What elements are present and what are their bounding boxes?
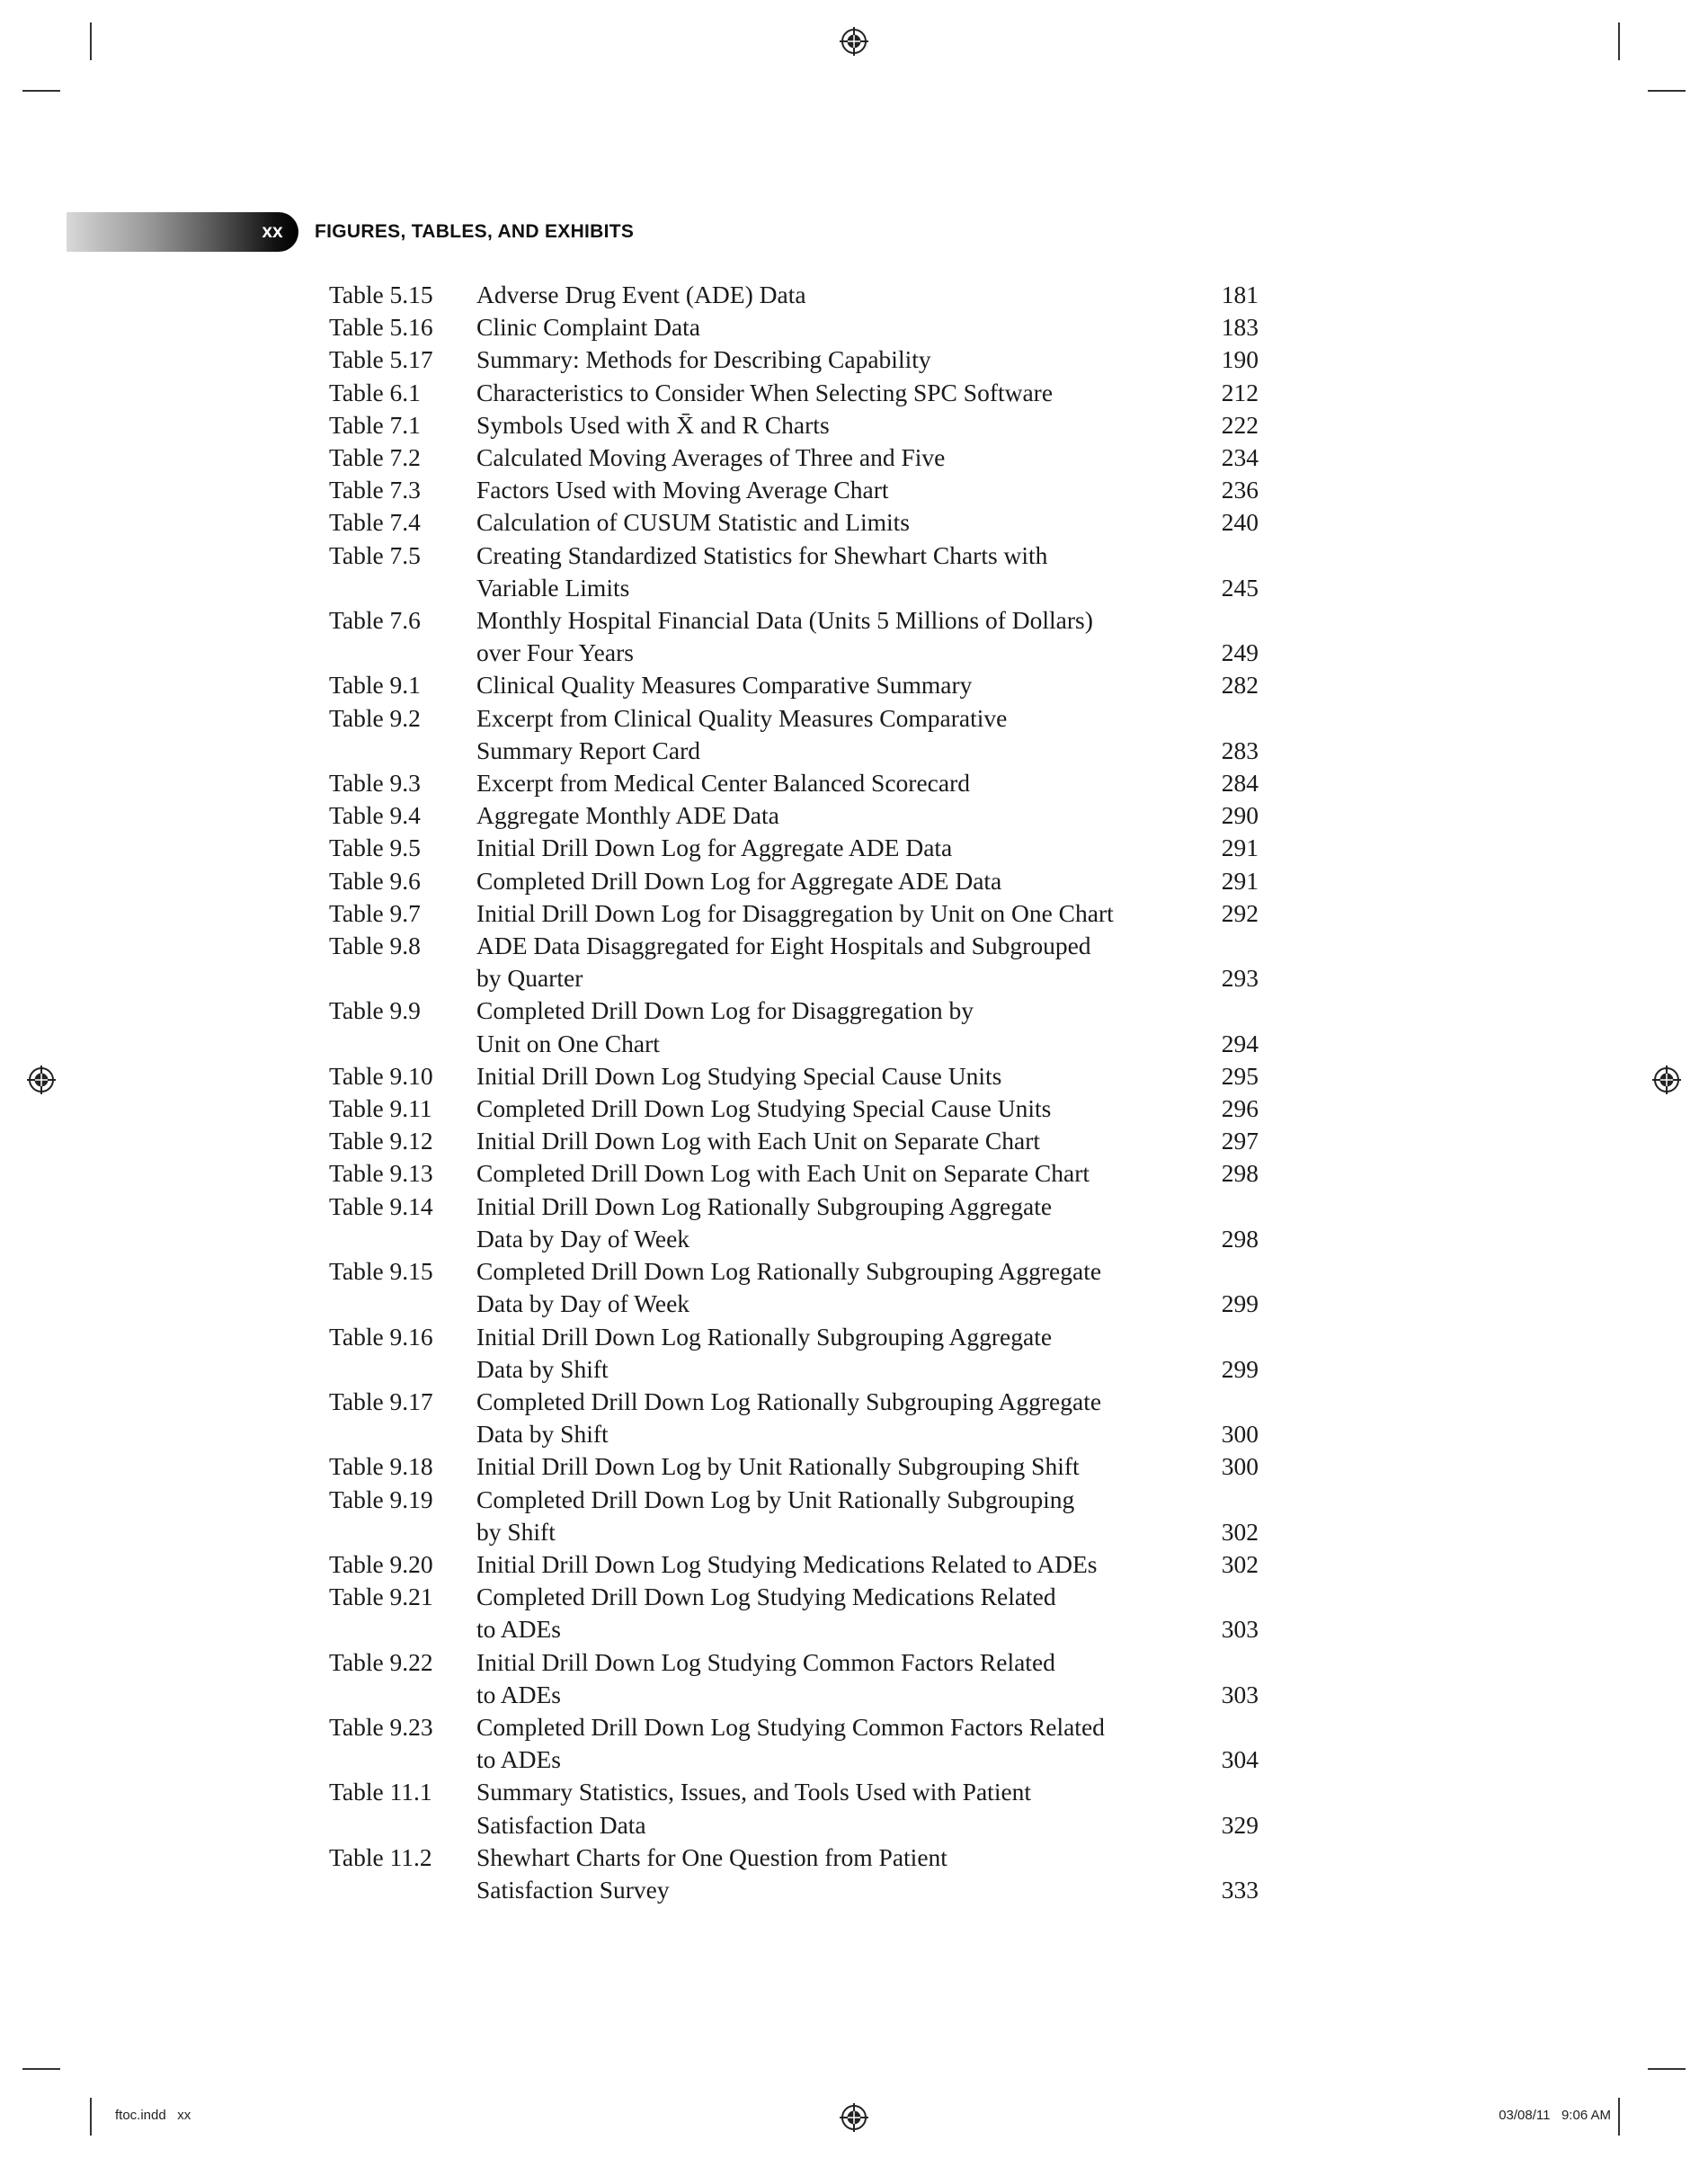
toc-entry-title-line: Initial Drill Down Log by Unit Rationally Subgrouping Shift	[476, 1452, 1080, 1481]
registration-mark-icon	[839, 2102, 869, 2133]
toc-entry-title-line: Creating Standardized Statistics for Shewhart Charts with	[476, 540, 1048, 569]
toc-entry-title-line: to ADEs	[476, 1745, 561, 1774]
toc-entry-page-number: 236	[1221, 476, 1259, 504]
toc-entry-page-number: 292	[1221, 898, 1259, 927]
toc-entry-title-line: Unit on One Chart	[476, 1029, 660, 1057]
toc-entry-label: Table 9.9	[329, 996, 421, 1025]
toc-entry-title-line: over Four Years	[476, 638, 634, 667]
toc-entry-label: Table 7.2	[329, 443, 421, 472]
toc-entry-label: Table 9.3	[329, 769, 421, 798]
toc-entry	[329, 540, 1264, 604]
toc-entry	[329, 1157, 1264, 1190]
toc-entry-page-number: 294	[1221, 1029, 1259, 1057]
toc-entry-label: Table 9.10	[329, 1061, 433, 1090]
toc-entry	[329, 1386, 1264, 1450]
toc-entry-page-number: 245	[1221, 573, 1259, 602]
toc-entry-title-line: Completed Drill Down Log for Disaggregation by	[476, 996, 974, 1025]
toc-entry-page-number: 333	[1221, 1875, 1259, 1904]
toc-entry-page-number: 282	[1221, 671, 1259, 700]
toc-entry	[329, 474, 1264, 506]
crop-mark-top-left-horizontal	[22, 90, 60, 92]
toc-entry-page-number: 329	[1221, 1810, 1259, 1839]
toc-entry-label: Table 9.6	[329, 866, 421, 895]
toc-entry-title-line: Initial Drill Down Log Studying Special Cause Units	[476, 1061, 1002, 1090]
toc-entry	[329, 994, 1264, 1059]
toc-entry	[329, 669, 1264, 701]
toc-entry-title-line: Characteristics to Consider When Selecting SPC Software	[476, 378, 1054, 406]
toc-entry	[329, 1125, 1264, 1157]
toc-entry	[329, 1581, 1264, 1645]
toc-entry	[329, 1255, 1264, 1320]
toc-entry-page-number: 297	[1221, 1127, 1259, 1155]
crop-mark-bottom-right-vertical	[1618, 2098, 1620, 2136]
toc-entry	[329, 311, 1264, 343]
toc-entry-page-number: 302	[1221, 1549, 1259, 1578]
toc-entry-title-line: Monthly Hospital Financial Data (Units 5 Millions of Dollars)	[476, 606, 1093, 635]
toc-entry-title-line: by Quarter	[476, 964, 583, 993]
toc-entry-title-line: Initial Drill Down Log Studying Medications Related to ADEs	[476, 1549, 1098, 1578]
toc-entry	[329, 1711, 1264, 1776]
toc-entry-label: Table 6.1	[329, 378, 421, 406]
toc-entry-page-number: 291	[1221, 866, 1259, 895]
registration-mark-icon	[26, 1065, 57, 1095]
toc-entry-title-line: Initial Drill Down Log Rationally Subgrouping Aggregate	[476, 1191, 1053, 1220]
footer-file-slug: ftoc.indd xx	[115, 2108, 191, 2123]
toc-entry-label: Table 9.20	[329, 1549, 433, 1578]
toc-entry-label: Table 9.16	[329, 1322, 433, 1351]
toc-entry-label: Table 7.4	[329, 508, 421, 537]
toc-entry-title-line: Calculated Moving Averages of Three and Five	[476, 443, 946, 472]
toc-entry-label: Table 5.16	[329, 313, 433, 342]
toc-entry-title-line: Completed Drill Down Log for Aggregate ADE Data	[476, 866, 1002, 895]
crop-mark-top-right-vertical	[1618, 22, 1620, 60]
toc-entry	[329, 1190, 1264, 1255]
toc-entry-label: Table 9.1	[329, 671, 421, 700]
toc-entry-label: Table 7.6	[329, 606, 421, 635]
toc-entry	[329, 897, 1264, 930]
toc-entry-label: Table 9.17	[329, 1387, 433, 1415]
toc-entry-page-number: 304	[1221, 1745, 1259, 1774]
toc-entry-label: Table 9.4	[329, 801, 421, 830]
toc-entry	[329, 1060, 1264, 1092]
toc-entry-page-number: 283	[1221, 736, 1259, 764]
toc-entry-page-number: 298	[1221, 1224, 1259, 1253]
toc-entry	[329, 1321, 1264, 1386]
toc-entry-title-line: Initial Drill Down Log Rationally Subgrouping Aggregate	[476, 1322, 1053, 1351]
toc-entry	[329, 702, 1264, 767]
toc-entry-label: Table 7.1	[329, 410, 421, 439]
toc-entry-page-number: 222	[1221, 410, 1259, 439]
toc-entry-page-number: 295	[1221, 1061, 1259, 1090]
toc-entry-page-number: 183	[1221, 313, 1259, 342]
toc-entry	[329, 1548, 1264, 1581]
toc-entry-label: Table 11.2	[329, 1842, 432, 1871]
toc-entry-page-number: 296	[1221, 1094, 1259, 1123]
toc-entry-label: Table 5.15	[329, 281, 433, 308]
toc-entry-page-number: 302	[1221, 1517, 1259, 1546]
toc-entry-title-line: Adverse Drug Event (ADE) Data	[476, 281, 806, 308]
toc-entry-page-number: 234	[1221, 443, 1259, 472]
toc-entry-label: Table 9.13	[329, 1159, 433, 1188]
toc-entry-title-line: Data by Shift	[476, 1420, 609, 1449]
toc-entry-title-line: Calculation of CUSUM Statistic and Limits	[476, 508, 910, 537]
toc-entry	[329, 377, 1264, 409]
toc-list	[329, 279, 1264, 1906]
toc-entry-title-line: Clinical Quality Measures Comparative Summary	[476, 671, 973, 700]
toc-entry-page-number: 293	[1221, 964, 1259, 993]
toc-entry-title-line: Aggregate Monthly ADE Data	[476, 801, 779, 830]
toc-entry-page-number: 299	[1221, 1354, 1259, 1383]
toc-entry-title-line: Satisfaction Survey	[476, 1875, 670, 1904]
crop-mark-top-right-horizontal	[1648, 90, 1686, 92]
toc-entry-label: Table 9.23	[329, 1712, 433, 1741]
toc-entry-title-line: Factors Used with Moving Average Chart	[476, 476, 889, 504]
footer-timestamp: 03/08/11 9:06 AM	[1499, 2108, 1611, 2123]
toc-entry-page-number: 240	[1221, 508, 1259, 537]
toc-entry-label: Table 9.8	[329, 932, 421, 960]
toc-entry-label: Table 9.5	[329, 834, 421, 862]
toc-entry-title-line: Summary: Methods for Describing Capability	[476, 345, 931, 374]
toc-entry-title-line: Completed Drill Down Log Studying Medications Related	[476, 1583, 1056, 1611]
toc-entry-title-line: Satisfaction Data	[476, 1810, 646, 1839]
toc-entry-label: Table 9.15	[329, 1257, 433, 1286]
toc-entry-title-line: Initial Drill Down Log for Aggregate ADE Data	[476, 834, 953, 862]
toc-entry	[329, 1646, 1264, 1711]
toc-entry-title-line: Data by Shift	[476, 1354, 609, 1383]
toc-entry	[329, 1484, 1264, 1548]
toc-entry-page-number: 303	[1221, 1680, 1259, 1708]
toc-entry	[329, 767, 1264, 799]
crop-mark-bottom-left-vertical	[90, 2098, 92, 2136]
toc-entry-label: Table 9.2	[329, 703, 421, 732]
toc-entry-title-line: Completed Drill Down Log Rationally Subgrouping Aggregate	[476, 1257, 1102, 1286]
toc-entry-title-line: Completed Drill Down Log Studying Common Factors Related	[476, 1712, 1105, 1741]
toc-entry-label: Table 9.7	[329, 898, 421, 927]
header-section-title: FIGURES, TABLES, AND EXHIBITS	[315, 221, 635, 242]
registration-mark-icon	[1651, 1065, 1682, 1095]
toc-entry-title-line: Excerpt from Clinical Quality Measures Comparative	[476, 703, 1008, 732]
toc-entry	[329, 799, 1264, 832]
toc-entry-label: Table 9.18	[329, 1452, 433, 1481]
toc-entry-title-line: Shewhart Charts for One Question from Patient	[476, 1842, 947, 1871]
toc-entry-label: Table 9.12	[329, 1127, 433, 1155]
toc-entry-label: Table 7.5	[329, 540, 421, 569]
toc-entry	[329, 409, 1264, 441]
toc-entry-title-line: ADE Data Disaggregated for Eight Hospitals and Subgrouped	[476, 932, 1091, 960]
toc-entry-title-line: Summary Statistics, Issues, and Tools Used with Patient	[476, 1778, 1032, 1806]
toc-entry-label: Table 9.21	[329, 1583, 433, 1611]
toc-entry-title-line: Excerpt from Medical Center Balanced Scorecard	[476, 769, 970, 798]
toc-entry-page-number: 298	[1221, 1159, 1259, 1188]
toc-entry-page-number: 190	[1221, 345, 1259, 374]
toc-entry-title-line: Clinic Complaint Data	[476, 313, 700, 342]
toc-entry	[329, 1450, 1264, 1483]
crop-mark-bottom-right-horizontal	[1648, 2068, 1686, 2070]
toc-entry-label: Table 9.22	[329, 1647, 433, 1676]
toc-entry-label: Table 11.1	[329, 1778, 432, 1806]
toc-entry	[329, 506, 1264, 539]
toc-entry-page-number: 300	[1221, 1420, 1259, 1449]
toc-entry-title-line: to ADEs	[476, 1615, 561, 1644]
toc-entry-title-line: to ADEs	[476, 1680, 561, 1708]
toc-entry-title-line: Variable Limits	[476, 573, 630, 602]
toc-entry-title-line: Completed Drill Down Log Studying Special Cause Units	[476, 1094, 1052, 1123]
toc-entry-page-number: 284	[1221, 769, 1259, 798]
toc-entry-title-line: Data by Day of Week	[476, 1224, 690, 1253]
toc-entry-page-number: 249	[1221, 638, 1259, 667]
toc-entry-label: Table 9.14	[329, 1191, 433, 1220]
crop-mark-bottom-left-horizontal	[22, 2068, 60, 2070]
toc-entry-label: Table 7.3	[329, 476, 421, 504]
toc-entry-page-number: 300	[1221, 1452, 1259, 1481]
toc-entry-title-line: Initial Drill Down Log for Disaggregation by Unit on One Chart	[476, 898, 1114, 927]
toc-entry-page-number: 291	[1221, 834, 1259, 862]
toc-entry	[329, 865, 1264, 897]
toc-entry	[329, 604, 1264, 669]
toc-entry	[329, 279, 1264, 311]
toc-entry-page-number: 299	[1221, 1289, 1259, 1318]
toc-entry	[329, 1841, 1264, 1906]
toc-entry-page-number: 290	[1221, 801, 1259, 830]
toc-entry-title-line: Completed Drill Down Log with Each Unit on Separate Chart	[476, 1159, 1090, 1188]
toc-entry-page-number: 181	[1221, 281, 1259, 308]
toc-entry-title-line: Completed Drill Down Log Rationally Subgrouping Aggregate	[476, 1387, 1102, 1415]
toc-entry-title-line: Initial Drill Down Log with Each Unit on Separate Chart	[476, 1127, 1041, 1155]
toc-entry-label: Table 9.11	[329, 1094, 432, 1123]
toc-entry-page-number: 303	[1221, 1615, 1259, 1644]
toc-entry	[329, 343, 1264, 376]
toc-entry	[329, 930, 1264, 994]
crop-mark-top-left-vertical	[90, 22, 92, 60]
header-page-number: xx	[262, 221, 283, 242]
toc-entry-title-line: by Shift	[476, 1517, 556, 1546]
toc-entry	[329, 1776, 1264, 1841]
toc-entry-title-line: Data by Day of Week	[476, 1289, 690, 1318]
toc-entry-title-line: Completed Drill Down Log by Unit Rationally Subgrouping	[476, 1485, 1075, 1513]
registration-mark-icon	[839, 26, 869, 57]
toc-entry-label: Table 5.17	[329, 345, 433, 374]
toc-entry-title-line: Summary Report Card	[476, 736, 700, 764]
toc-entry-title-line: Initial Drill Down Log Studying Common Factors Related	[476, 1647, 1055, 1676]
toc-entry	[329, 832, 1264, 864]
toc-entry-page-number: 212	[1221, 378, 1259, 406]
toc-entry	[329, 441, 1264, 474]
toc-entry-label: Table 9.19	[329, 1485, 433, 1513]
toc-entry	[329, 1092, 1264, 1125]
toc-entry-title-line: Symbols Used with X̄ and R Charts	[476, 410, 830, 439]
